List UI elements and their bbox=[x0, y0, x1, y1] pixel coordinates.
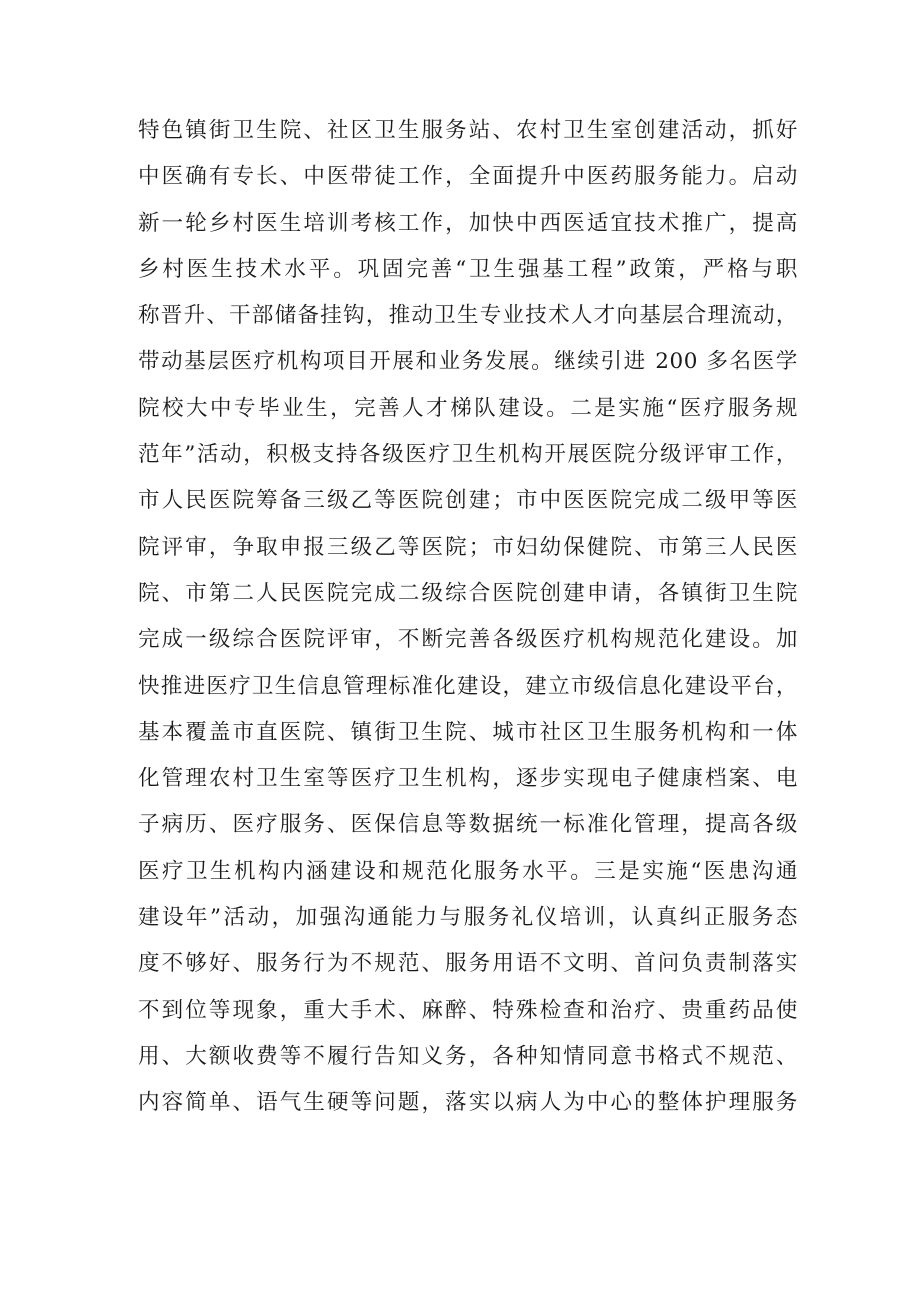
text-line-11: 院、市第二人民医院完成二级综合医院创建申请，各镇街卫生院 bbox=[138, 580, 798, 606]
text-line-6: 带动基层医疗机构项目开展和业务发展。继续引进 200 多名医学 bbox=[138, 349, 798, 375]
text-line-7: 院校大中专毕业生，完善人才梯队建设。二是实施“医疗服务规 bbox=[138, 395, 798, 421]
text-line-1: 特色镇街卫生院、社区卫生服务站、农村卫生室创建活动，抓好 bbox=[138, 118, 798, 143]
text-line-16: 子病历、医疗服务、医保信息等数据统一标准化管理，提高各级 bbox=[138, 812, 798, 838]
text-line-22: 内容简单、语气生硬等问题，落实以病人为中心的整体护理服务 bbox=[138, 1090, 798, 1116]
text-line-14: 基本覆盖市直医院、镇街卫生院、城市社区卫生服务机构和一体 bbox=[138, 719, 798, 745]
text-line-9: 市人民医院筹备三级乙等医院创建；市中医医院完成二级甲等医 bbox=[138, 488, 798, 514]
text-line-4: 乡村医生技术水平。巩固完善“卫生强基工程”政策，严格与职 bbox=[138, 256, 798, 282]
text-line-13: 快推进医疗卫生信息管理标准化建设，建立市级信息化建设平台， bbox=[138, 673, 798, 699]
text-line-2: 中医确有专长、中医带徒工作，全面提升中医药服务能力。启动 bbox=[138, 164, 798, 190]
text-line-8: 范年”活动，积极支持各级医疗卫生机构开展医院分级评审工作， bbox=[138, 442, 798, 468]
text-line-21: 用、大额收费等不履行告知义务，各种知情同意书格式不规范、 bbox=[138, 1043, 798, 1069]
text-line-20: 不到位等现象，重大手术、麻醉、特殊检查和治疗、贵重药品使 bbox=[138, 997, 798, 1023]
text-line-12: 完成一级综合医院评审，不断完善各级医疗机构规范化建设。加 bbox=[138, 627, 798, 653]
text-line-17: 医疗卫生机构内涵建设和规范化服务水平。三是实施“医患沟通 bbox=[138, 858, 798, 884]
text-line-15: 化管理农村卫生室等医疗卫生机构，逐步实现电子健康档案、电 bbox=[138, 766, 798, 792]
text-line-3: 新一轮乡村医生培训考核工作，加快中西医适宜技术推广，提高 bbox=[138, 210, 798, 236]
text-line-5: 称晋升、干部储备挂钩，推动卫生专业技术人才向基层合理流动， bbox=[138, 303, 798, 329]
text-line-19: 度不够好、服务行为不规范、服务用语不文明、首问负责制落实 bbox=[138, 951, 798, 977]
text-line-18: 建设年”活动，加强沟通能力与服务礼仪培训，认真纠正服务态 bbox=[138, 905, 798, 931]
text-line-10: 院评审，争取申报三级乙等医院；市妇幼保健院、市第三人民医 bbox=[138, 534, 798, 560]
body-paragraph bbox=[138, 108, 798, 1127]
